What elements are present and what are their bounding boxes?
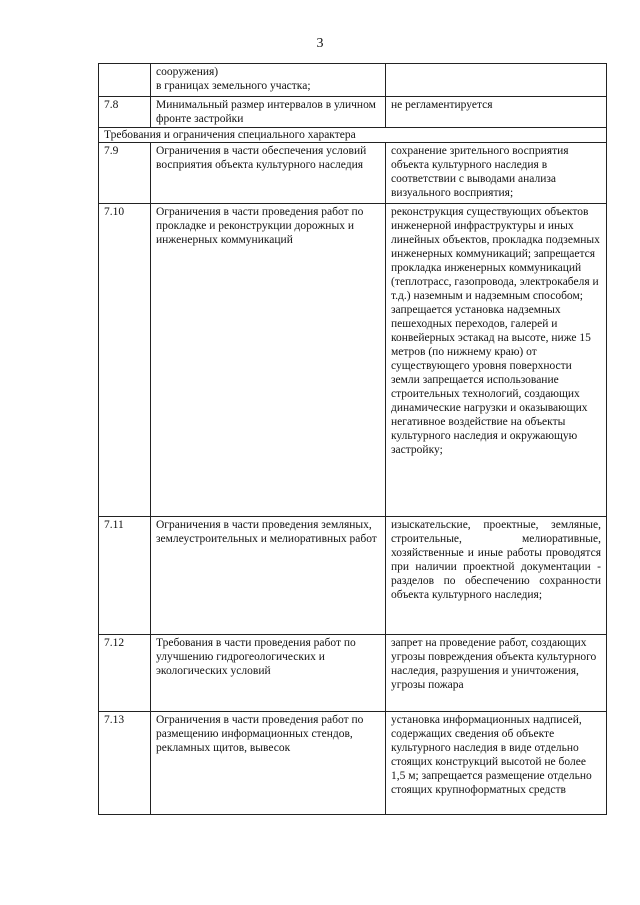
row-number: 7.10 [99,204,151,517]
value-cell: не регламентируется [386,97,607,128]
table-row [99,97,607,128]
parameter-cell: Требования в части проведения работ по улучшению гидрогеологических и экологических условий [151,635,386,712]
value-cell: сохранение зрительного восприятия объекта культурного наследия в соответствии с выводами анализа визуального восприятия; [386,143,607,204]
table-row [99,635,607,712]
section-heading: Требования и ограничения специального характера [99,128,607,143]
row-number: 7.11 [99,517,151,635]
value-cell [386,64,607,97]
parameter-cell: Ограничения в части проведения работ по размещению информационных стендов, рекламных щитов, вывесок [151,712,386,815]
table-row [99,143,607,204]
table-row [99,64,607,97]
row-number: 7.13 [99,712,151,815]
value-cell: реконструкция существующих объектов инженерной инфраструктуры и иных линейных объектов, прокладка подземных инженерных коммуникаций; запрещается прокладка инженерных коммуникаций (теплотрасс, газопровода, электрокабеля и т.д.) наземным и надземным способом; запрещается установка надземных пешеходных переходов, галерей и конвейерных эстакад на высоте, ниже 15 метров (по нижнему краю) от существующего уровня поверхности земли запрещается использование строительных технологий, создающих динамические нагрузки и оказывающих негативное воздействие на объекты культурного наследия и окружающую застройку; [386,204,607,517]
page-number: 3 [316,36,324,51]
section-row [99,128,607,143]
regulations-table [98,63,607,815]
row-number: 7.8 [99,97,151,128]
value-cell: установка информационных надписей, содержащих сведения об объекте культурного наследия в виде отдельно стоящих конструкций высотой не более 1,5 м; запрещается размещение отдельно стоящих крупноформатных средств [386,712,607,815]
table-row [99,712,607,815]
table-row [99,517,607,635]
parameter-cell: Минимальный размер интервалов в уличном фронте застройки [151,97,386,128]
row-number: 7.9 [99,143,151,204]
table-row [99,204,607,517]
row-number [99,64,151,97]
value-cell: запрет на проведение работ, создающих угрозы повреждения объекта культурного наследия, разрушения и уничтожения, угрозы пожара [386,635,607,712]
value-cell: изыскательские, проектные, земляные, строительные, мелиоративные, хозяйственные и иные работы проводятся при наличии проектной документации - разделов по обеспечению сохранности объекта культурного наследия; [386,517,607,635]
parameter-cell: Ограничения в части проведения работ по прокладке и реконструкции дорожных и инженерных коммуникаций [151,204,386,517]
row-number: 7.12 [99,635,151,712]
parameter-text: сооружения) в границах земельного участка; [156,66,311,92]
parameter-cell: Ограничения в части обеспечения условий восприятия объекта культурного наследия [151,143,386,204]
parameter-cell [151,64,386,97]
parameter-cell: Ограничения в части проведения земляных, землеустроительных и мелиоративных работ [151,517,386,635]
